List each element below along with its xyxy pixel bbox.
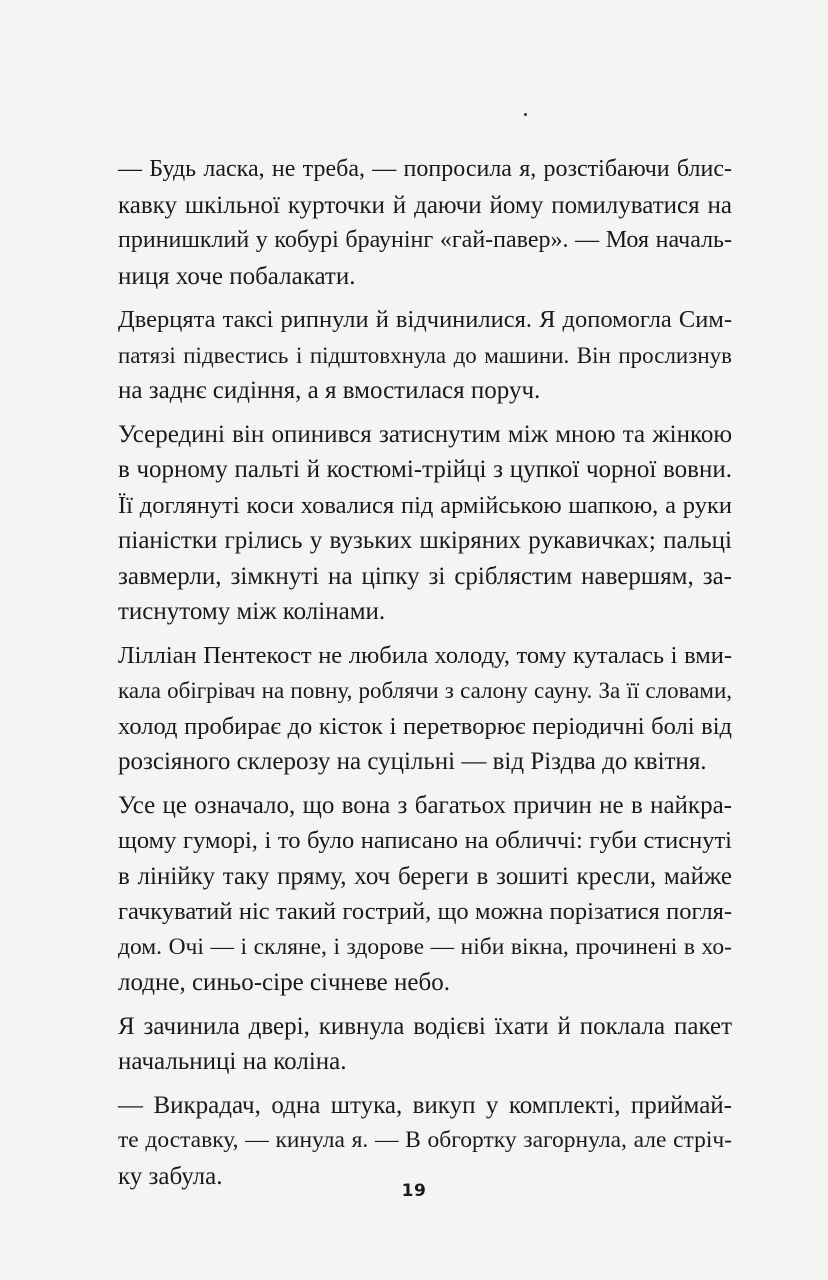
text-line: щому гуморі, і то було написано на обличчі: губи стиснуті [118,827,732,854]
text-line: холод пробирає до кісток і перетворює періодичні болі від [118,712,732,740]
paragraph [118,1009,732,1080]
text-line: лодне, синьо-сіре січневе небо. [118,969,450,996]
text-line: піаністки грілись у вузьких шкіряних рукавичках; пальці [118,527,732,554]
text-line: те доставку, — кинула я. — В обгортку загорнула, але стріч- [118,1127,732,1153]
paragraph [118,638,732,780]
text-line: кала обігрівач на повну, роблячи з салону сауну. За її словами, [118,678,732,703]
body-text [118,152,732,1194]
text-line: на заднє сидіння, а я вмостилася поруч. [118,377,541,404]
speck-mark [524,113,527,116]
text-line: гачкуватий ніс такий гострий, що можна порізатися погля- [118,898,732,925]
text-line: — Будь ласка, не треба, — попросила я, розстібаючи блис- [118,156,732,182]
text-line: принишклий у кобурі браунінг «гай-павер». — Моя началь- [118,227,732,253]
paragraph [118,152,732,294]
text-line: Усе це означало, що вона з багатьох причин не в найкра- [118,791,732,819]
text-line: в чорному пальті й костюмі-трійці з цупкої чорної вовни. [118,456,732,483]
text-line: тиснутому між колінами. [118,598,386,625]
paragraph [118,788,732,1001]
page-number: 19 [401,1181,427,1201]
text-line: — Викрадач, одна штука, викуп у комплекті, приймай- [118,1091,732,1119]
text-line: патязі підвестись і підштовхнула до машини. Він прослизнув [118,342,732,368]
text-line: Лілліан Пентекост не любила холоду, тому куталась і вми- [118,641,732,669]
paragraph [118,417,732,630]
paragraph [118,1088,732,1195]
text-line: Усередині він опинився затиснутим між мною та жінкою [118,420,732,448]
text-line: дом. Очі — і скляне, і здорове — ніби вікна, прочинені в хо- [118,933,732,960]
text-line: в лінійку таку пряму, хоч береги в зошиті кресли, майже [118,862,732,890]
text-line: ниця хоче побалакати. [118,262,356,290]
text-line: ку забула. [118,1162,223,1190]
text-line: розсіяного склерозу на суцільні — від Різдва до квітня. [118,748,707,775]
text-line: кавку шкільної курточки й даючи йому помилуватися на [118,191,732,219]
paragraph [118,302,732,409]
text-line: начальниці на коліна. [118,1048,347,1075]
text-line: завмерли, зімкнуті на ціпку зі сріблястим навершям, за- [118,562,732,590]
text-line: Дверцята таксі рипнули й відчинилися. Я допомогла Сим- [118,306,732,333]
text-line: Її доглянуті коси ховалися під армійською шапкою, а руки [118,491,732,519]
text-line: Я зачинила двері, кивнула водієві їхати й поклала пакет [118,1012,732,1040]
